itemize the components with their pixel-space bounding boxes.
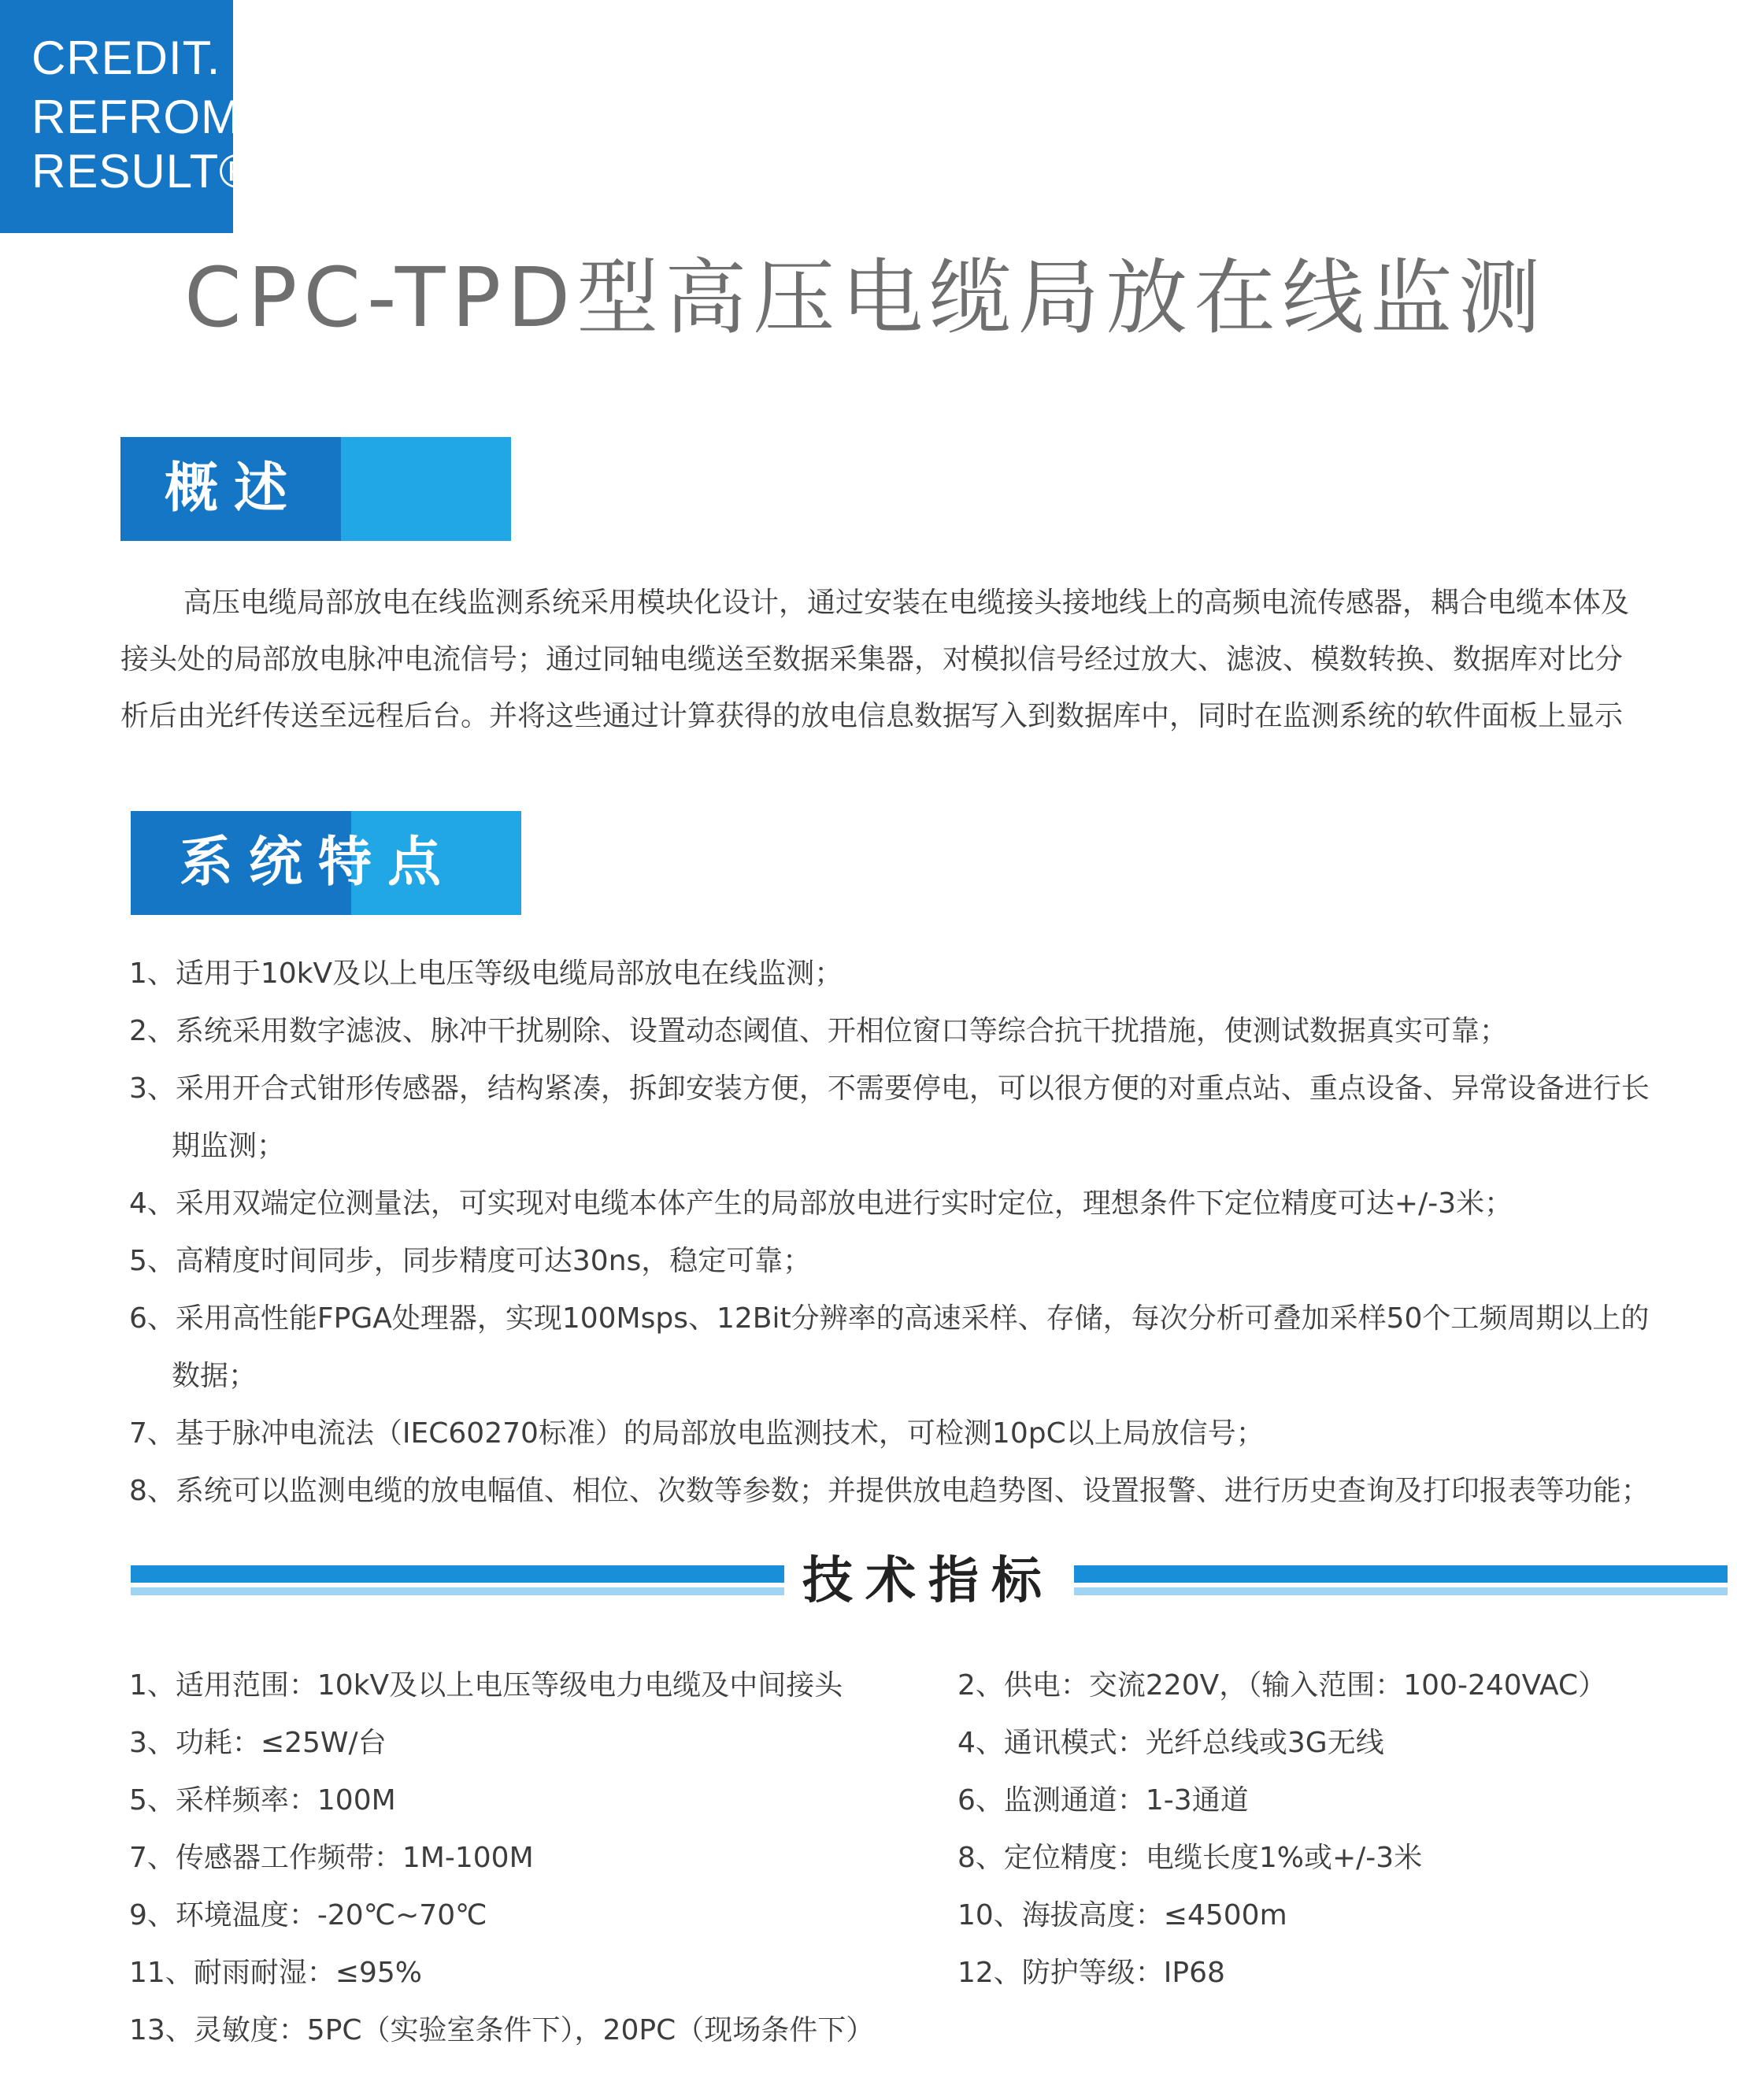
spec-row (129, 1944, 1735, 2002)
specs-heading: 技术指标 (802, 1552, 1054, 1610)
spec-item: 2、供电：交流220V，（输入范围：100-240VAC） (957, 1669, 1607, 1702)
spec-item: 6、监测通道：1-3通道 (957, 1784, 1249, 1817)
feature-item: 4、采用双端定位测量法，可实现对电缆本体产生的局部放电进行实时定位，理想条件下定位精度可达+/-3米； (129, 1187, 1513, 1220)
spec-item: 12、防护等级：IP68 (957, 1957, 1225, 1989)
spec-row (129, 1829, 1735, 1887)
features-list (129, 945, 1735, 1520)
spec-row (129, 1887, 1735, 1944)
feature-item: 1、适用于10kV及以上电压等级电缆局部放电在线监测； (129, 957, 843, 990)
spec-item: 11、耐雨耐湿：≤95% (129, 1957, 422, 1989)
spec-item: 4、通讯模式：光纤总线或3G无线 (957, 1727, 1384, 1759)
feature-item: 8、系统可以监测电缆的放电幅值、相位、次数等参数；并提供放电趋势图、设置报警、进行历史查询及打印报表等功能； (129, 1475, 1650, 1507)
brand-logo (0, 0, 255, 233)
overview-line: 接头处的局部放电脉冲电流信号；通过同轴电缆送至数据采集器，对模拟信号经过放大、滤波、模数转换、数据库对比分 (120, 643, 1624, 676)
logo-line-credit: CREDIT. (31, 31, 221, 84)
specs-divider-left (131, 1565, 784, 1595)
spec-item: 13、灵敏度：5PC（实验室条件下），20PC（现场条件下） (129, 2014, 875, 2046)
spec-row (129, 1657, 1735, 1714)
feature-item: 3、采用开合式钳形传感器，结构紧凑，拆卸安装方便，不需要停电，可以很方便的对重点站、重点设备、异常设备进行长 (129, 1072, 1650, 1105)
overview-heading: 概述 (165, 457, 304, 520)
spec-item: 5、采样频率：100M (129, 1784, 396, 1817)
feature-item: 2、系统采用数字滤波、脉冲干扰剔除、设置动态阈值、开相位窗口等综合抗干扰措施，使测试数据真实可靠； (129, 1015, 1508, 1047)
spec-row (129, 1772, 1735, 1829)
spec-item: 7、传感器工作频带：1M-100M (129, 1842, 534, 1874)
spec-item: 10、海拔高度：≤4500m (957, 1899, 1287, 1931)
feature-item: 7、基于脉冲电流法（IEC60270标准）的局部放电监测技术，可检测10pC以上局放信号； (129, 1417, 1265, 1450)
specs-grid (129, 1657, 1735, 2059)
overview-line: 析后由光纤传送至远程后台。并将这些通过计算获得的放电信息数据写入到数据库中，同时在监测系统的软件面板上显示 (120, 700, 1624, 732)
feature-item-continued: 数据； (172, 1360, 257, 1392)
spec-row (129, 1714, 1735, 1772)
logo-line-refrom: REFROM. (31, 91, 255, 143)
overview-heading-banner (120, 437, 511, 541)
logo-line-result: RESULT® (31, 145, 255, 198)
features-heading-banner (131, 811, 521, 915)
spec-item: 3、功耗：≤25W/台 (129, 1727, 387, 1759)
spec-row (129, 2002, 1735, 2059)
overview-paragraph (120, 575, 1727, 745)
specs-divider-right (1074, 1565, 1728, 1595)
page-title: CPC-TPD型高压电缆局放在线监测 (184, 250, 1547, 346)
overview-line: 高压电缆局部放电在线监测系统采用模块化设计，通过安装在电缆接头接地线上的高频电流传感器，耦合电缆本体及 (183, 587, 1630, 619)
features-heading: 系统特点 (180, 831, 457, 894)
spec-item: 9、环境温度：-20℃~70℃ (129, 1899, 487, 1931)
spec-item: 1、适用范围：10kV及以上电压等级电力电缆及中间接头 (129, 1669, 843, 1702)
feature-item: 5、高精度时间同步，同步精度可达30ns，稳定可靠； (129, 1245, 812, 1277)
spec-item: 8、定位精度：电缆长度1%或+/-3米 (957, 1842, 1423, 1874)
feature-item-continued: 期监测； (172, 1130, 286, 1162)
feature-item: 6、采用高性能FPGA处理器，实现100Msps、12Bit分辨率的高速采样、存储，每次分析可叠加采样50个工频周期以上的 (129, 1302, 1650, 1335)
